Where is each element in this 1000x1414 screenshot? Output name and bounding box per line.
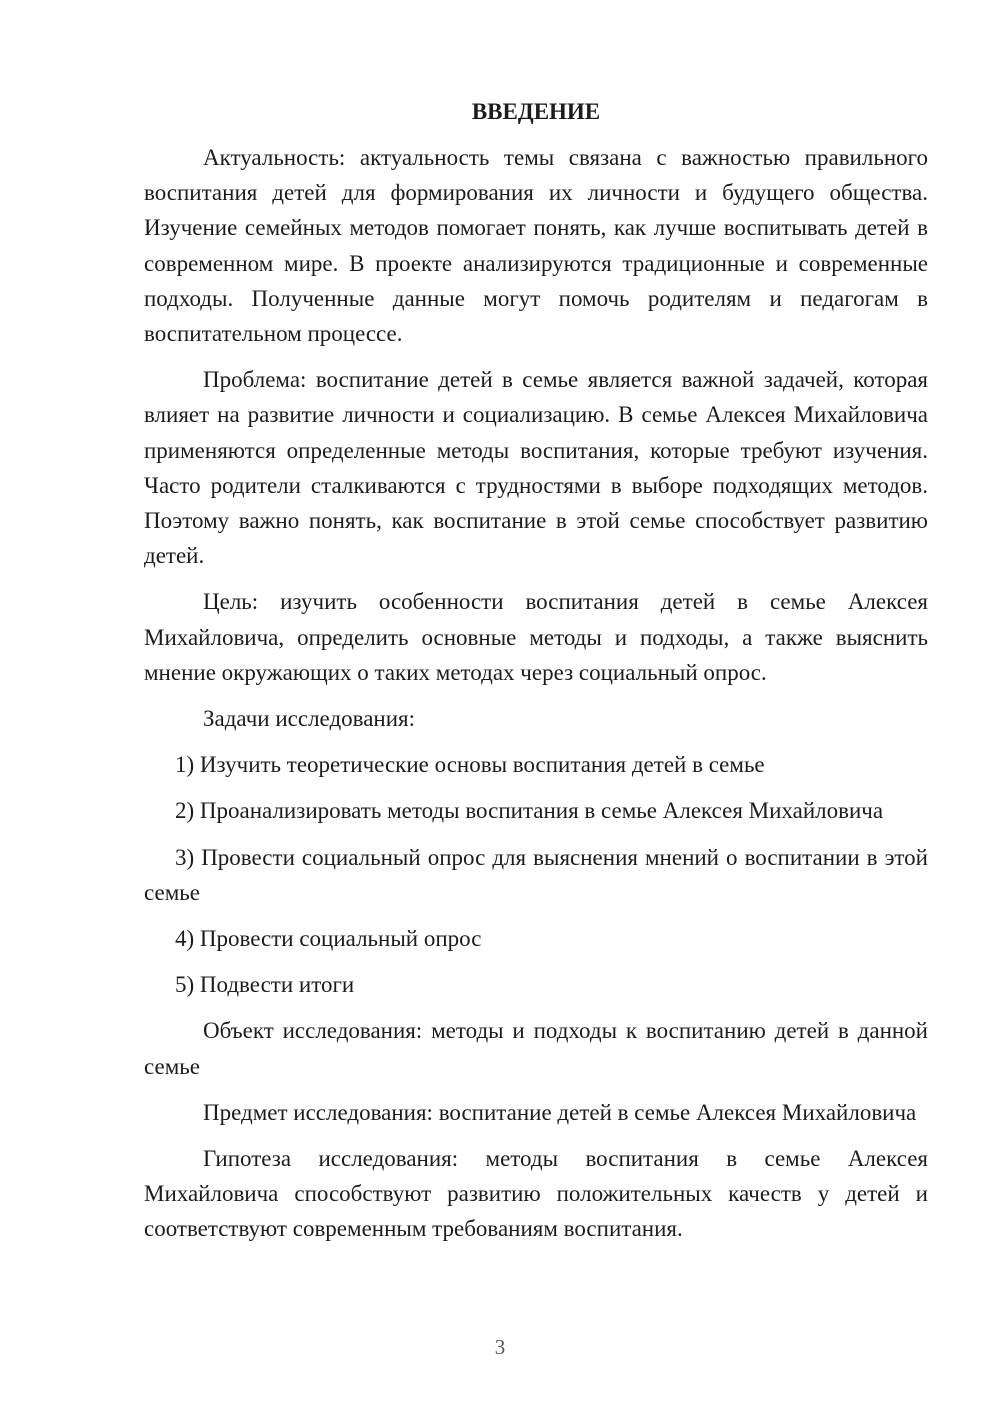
paragraph-problem: Проблема: воспитание детей в семье является важной задачей, которая влияет на развитие личности и социализацию. В семье Алексея Михайловича применяются определенные методы воспитания, которые требуют изучения. Часто родители сталкиваются с трудностями в выборе подходящих методов. Поэтому важно понять, как воспитание в этой семье способствует развитию детей. bbox=[144, 367, 928, 569]
paragraph-tasks-heading: Задачи исследования: bbox=[203, 706, 416, 732]
task-item-3: 3) Провести социальный опрос для выяснения мнений о воспитании в этой семье bbox=[144, 844, 928, 905]
paragraph-relevance: Актуальность: актуальность темы связана с важностью правильного воспитания детей для формирования их личности и будущего общества. Изучение семейных методов помогает понять, как лучше воспитывать детей в современном мире. В проекте анализируются традиционные и современные подходы. Полученные данные могут помочь родителям и педагогам в воспитательном процессе. bbox=[144, 145, 928, 347]
paragraph-object: Объект исследования: методы и подходы к воспитанию детей в данной семье bbox=[144, 1018, 928, 1079]
paragraph-subject: Предмет исследования: воспитание детей в семье Алексея Михайловича bbox=[203, 1099, 917, 1125]
task-item-2: 2) Проанализировать методы воспитания в семье Алексея Михайловича bbox=[175, 798, 884, 824]
task-item-4: 4) Провести социальный опрос bbox=[175, 926, 482, 952]
section-title: ВВЕДЕНИЕ bbox=[471, 99, 601, 124]
page-number: 3 bbox=[494, 1335, 506, 1359]
task-item-1: 1) Изучить теоретические основы воспитания детей в семье bbox=[175, 752, 765, 778]
task-item-5: 5) Подвести итоги bbox=[175, 972, 355, 998]
paragraph-goal: Цель: изучить особенности воспитания детей в семье Алексея Михайловича, определить основные методы и подходы, а также выяснить мнение окружающих о таких методах через социальный опрос. bbox=[144, 589, 928, 685]
paragraph-hypothesis: Гипотеза исследования: методы воспитания в семье Алексея Михайловича способствуют развитию положительных качеств у детей и соответствуют современным требованиям воспитания. bbox=[144, 1146, 928, 1242]
page-content bbox=[144, 94, 928, 1258]
